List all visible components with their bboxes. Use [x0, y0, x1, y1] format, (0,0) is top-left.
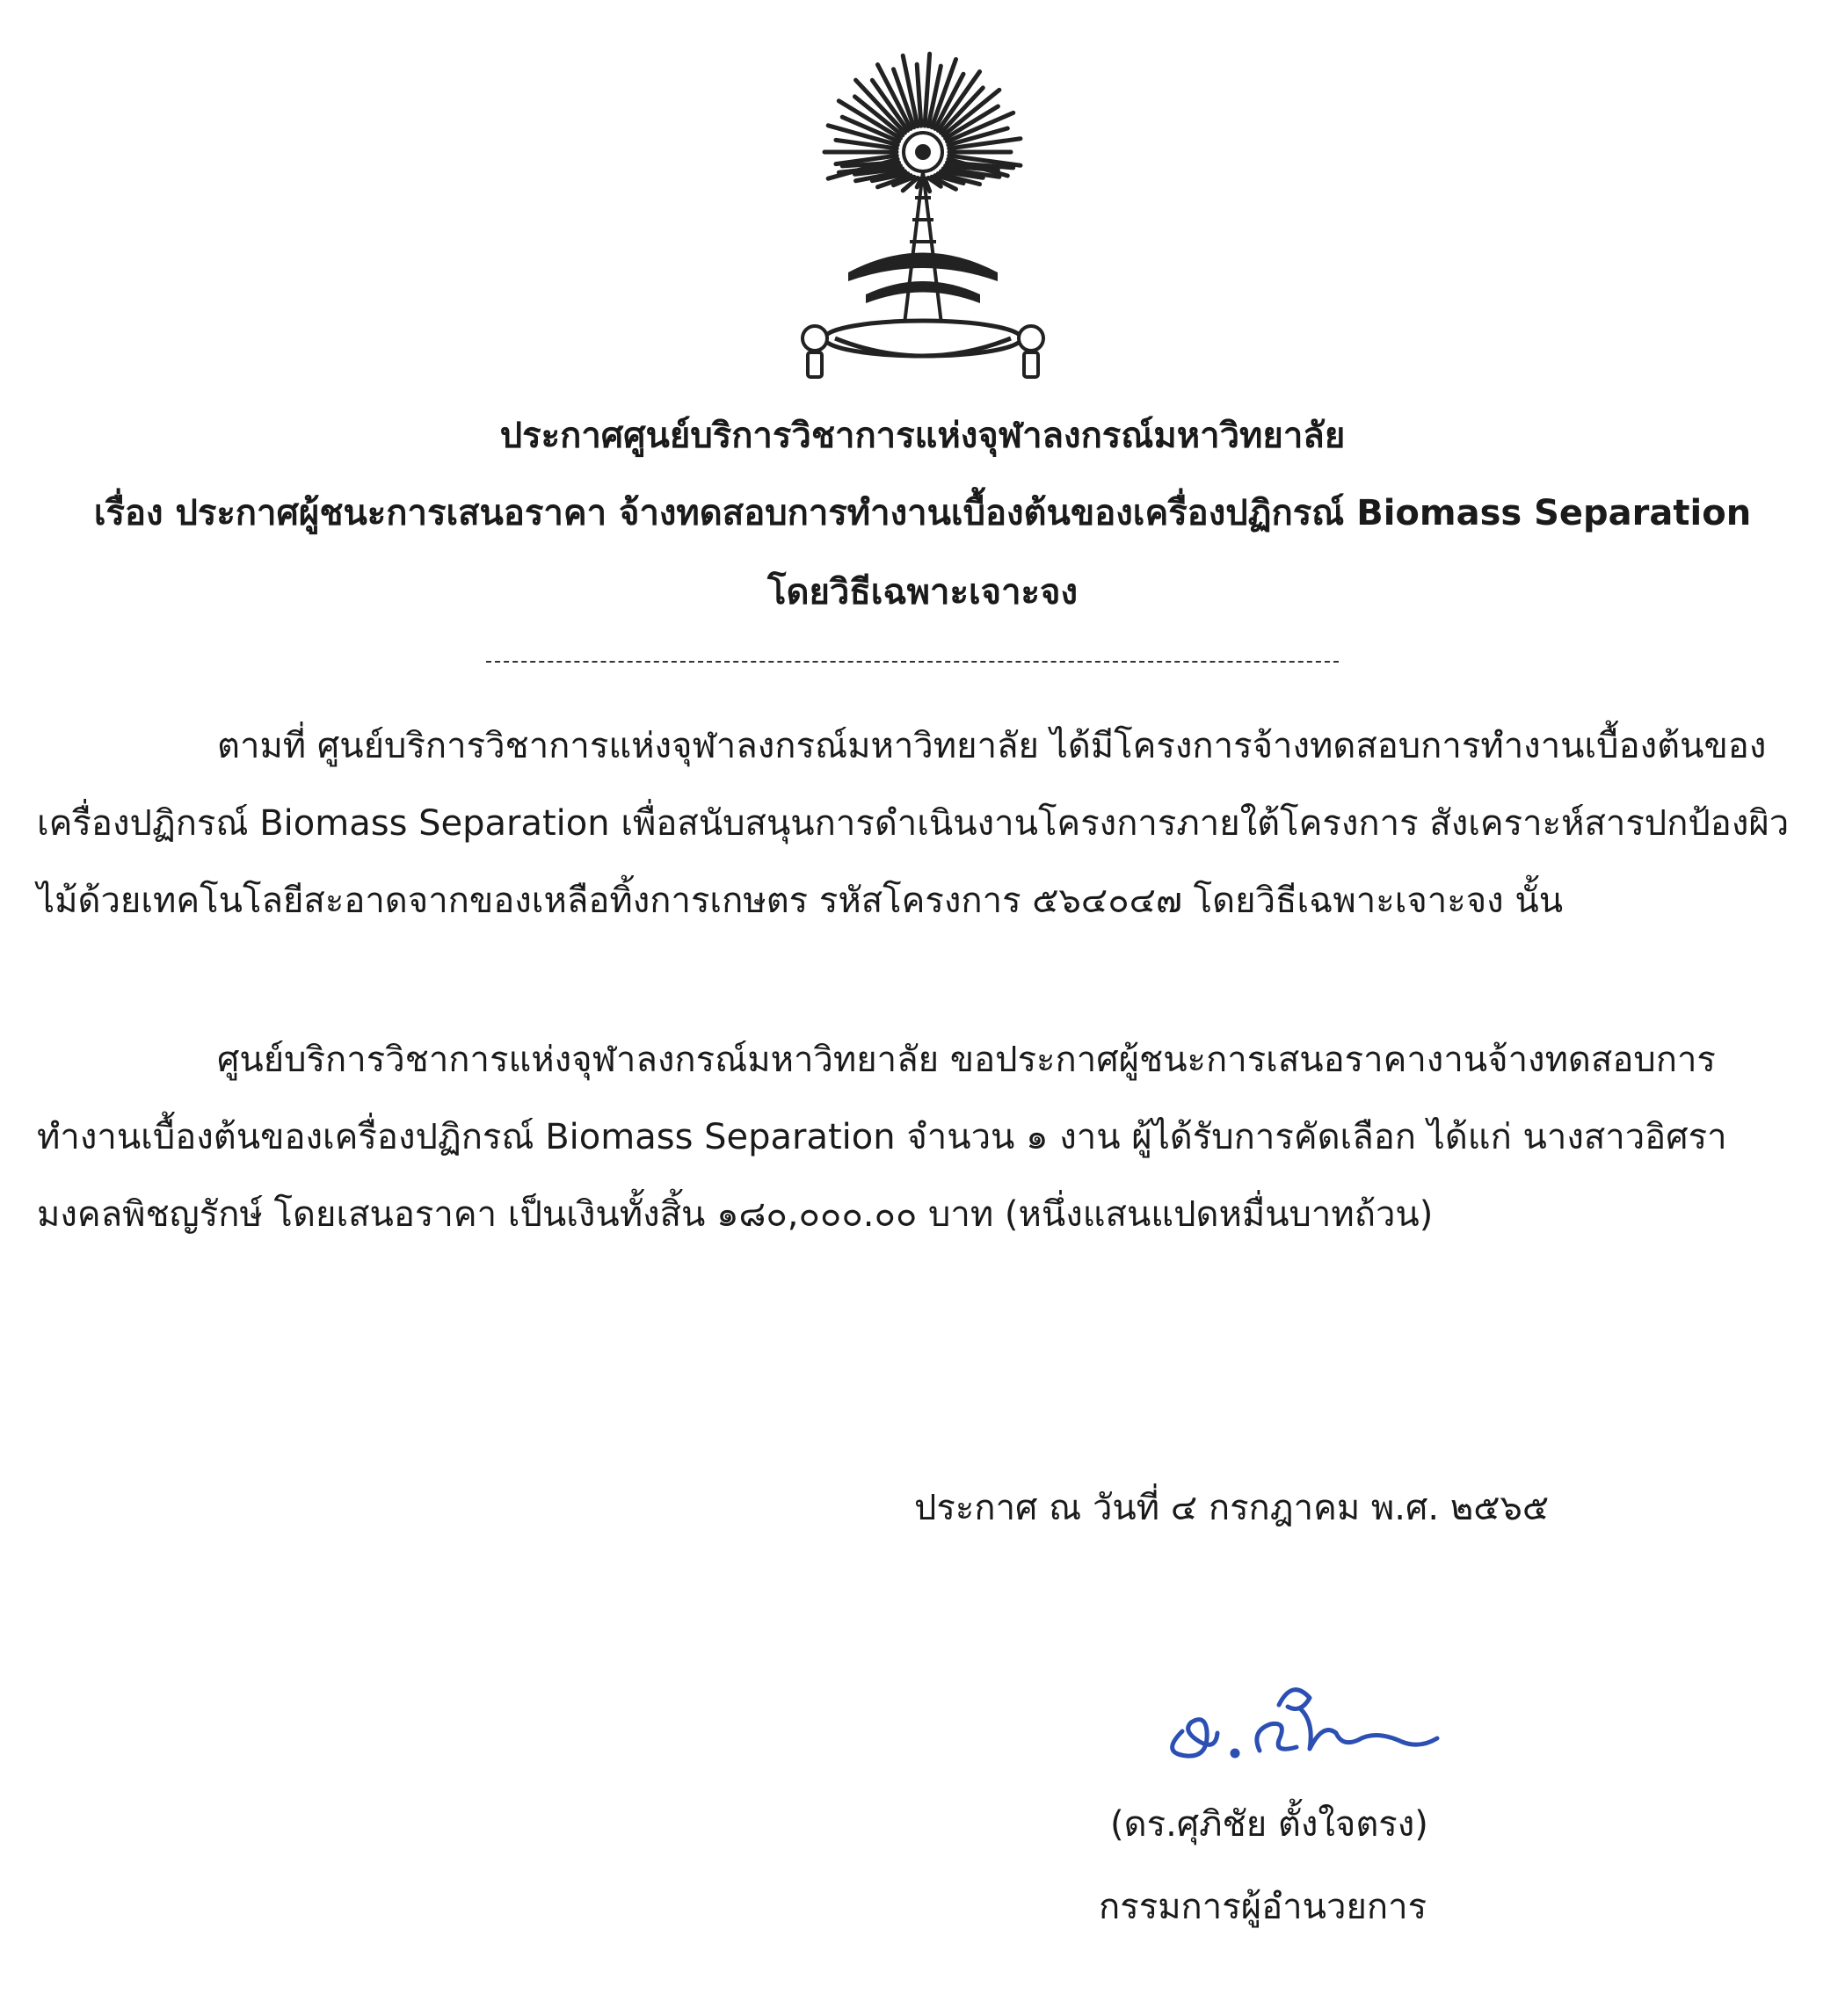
paragraph-line: ศูนย์บริการวิชาการแห่งจุฬาลงกรณ์มหาวิทยาลัย ขอประกาศผู้ชนะการเสนอราคางานจ้างทดสอบการ	[217, 1040, 1716, 1080]
paragraph-line: ตามที่ ศูนย์บริการวิชาการแห่งจุฬาลงกรณ์มหาวิทยาลัย ได้มีโครงการจ้างทดสอบการทำงานเบื้องต้นของ	[217, 726, 1767, 766]
chula-phra-kiao-emblem-icon	[795, 48, 1050, 395]
signer-position: กรรมการผู้อำนวยการ	[1099, 1887, 1427, 1927]
handwritten-signature-icon	[1147, 1670, 1455, 1775]
paragraph-line: เครื่องปฏิกรณ์ Biomass Separation เพื่อสนับสนุนการดำเนินงานโครงการภายใต้โครงการ สังเคราะห์สารปกป้องผิว	[37, 803, 1790, 844]
title-separator	[486, 661, 1339, 663]
paragraph-winner-announcement	[37, 1021, 1808, 1253]
paragraph-line: มงคลพิชญรักษ์ โดยเสนอราคา เป็นเงินทั้งสิ้น ๑๘๐,๐๐๐.๐๐ บาท (หนึ่งแสนแปดหมื่นบาทถ้วน)	[37, 1194, 1434, 1235]
announcement-date: ประกาศ ณ วันที่ ๔ กรกฎาคม พ.ศ. ๒๕๖๕	[914, 1488, 1550, 1528]
announcement-subject: เรื่อง ประกาศผู้ชนะการเสนอราคา จ้างทดสอบการทำงานเบื้องต้นของเครื่องปฏิกรณ์ Biomass Separation	[93, 493, 1752, 533]
signer-name: (ดร.ศุภิชัย ตั้งใจตรง)	[1110, 1804, 1428, 1845]
paragraph-line: ไม้ด้วยเทคโนโลยีสะอาดจากของเหลือทิ้งการเกษตร รหัสโครงการ ๕๖๔๐๔๗ โดยวิธีเฉพาะเจาะจง นั้น	[37, 881, 1564, 921]
announcement-title: ประกาศศูนย์บริการวิชาการแห่งจุฬาลงกรณ์มหาวิทยาลัย	[499, 416, 1346, 456]
announcement-method: โดยวิธีเฉพาะเจาะจง	[766, 572, 1079, 613]
paragraph-line: ทำงานเบื้องต้นของเครื่องปฏิกรณ์ Biomass Separation จำนวน ๑ งาน ผู้ได้รับการคัดเลือก ได้แก่ นางสาวอิศรา	[37, 1117, 1727, 1157]
paragraph-project-background	[37, 707, 1808, 939]
